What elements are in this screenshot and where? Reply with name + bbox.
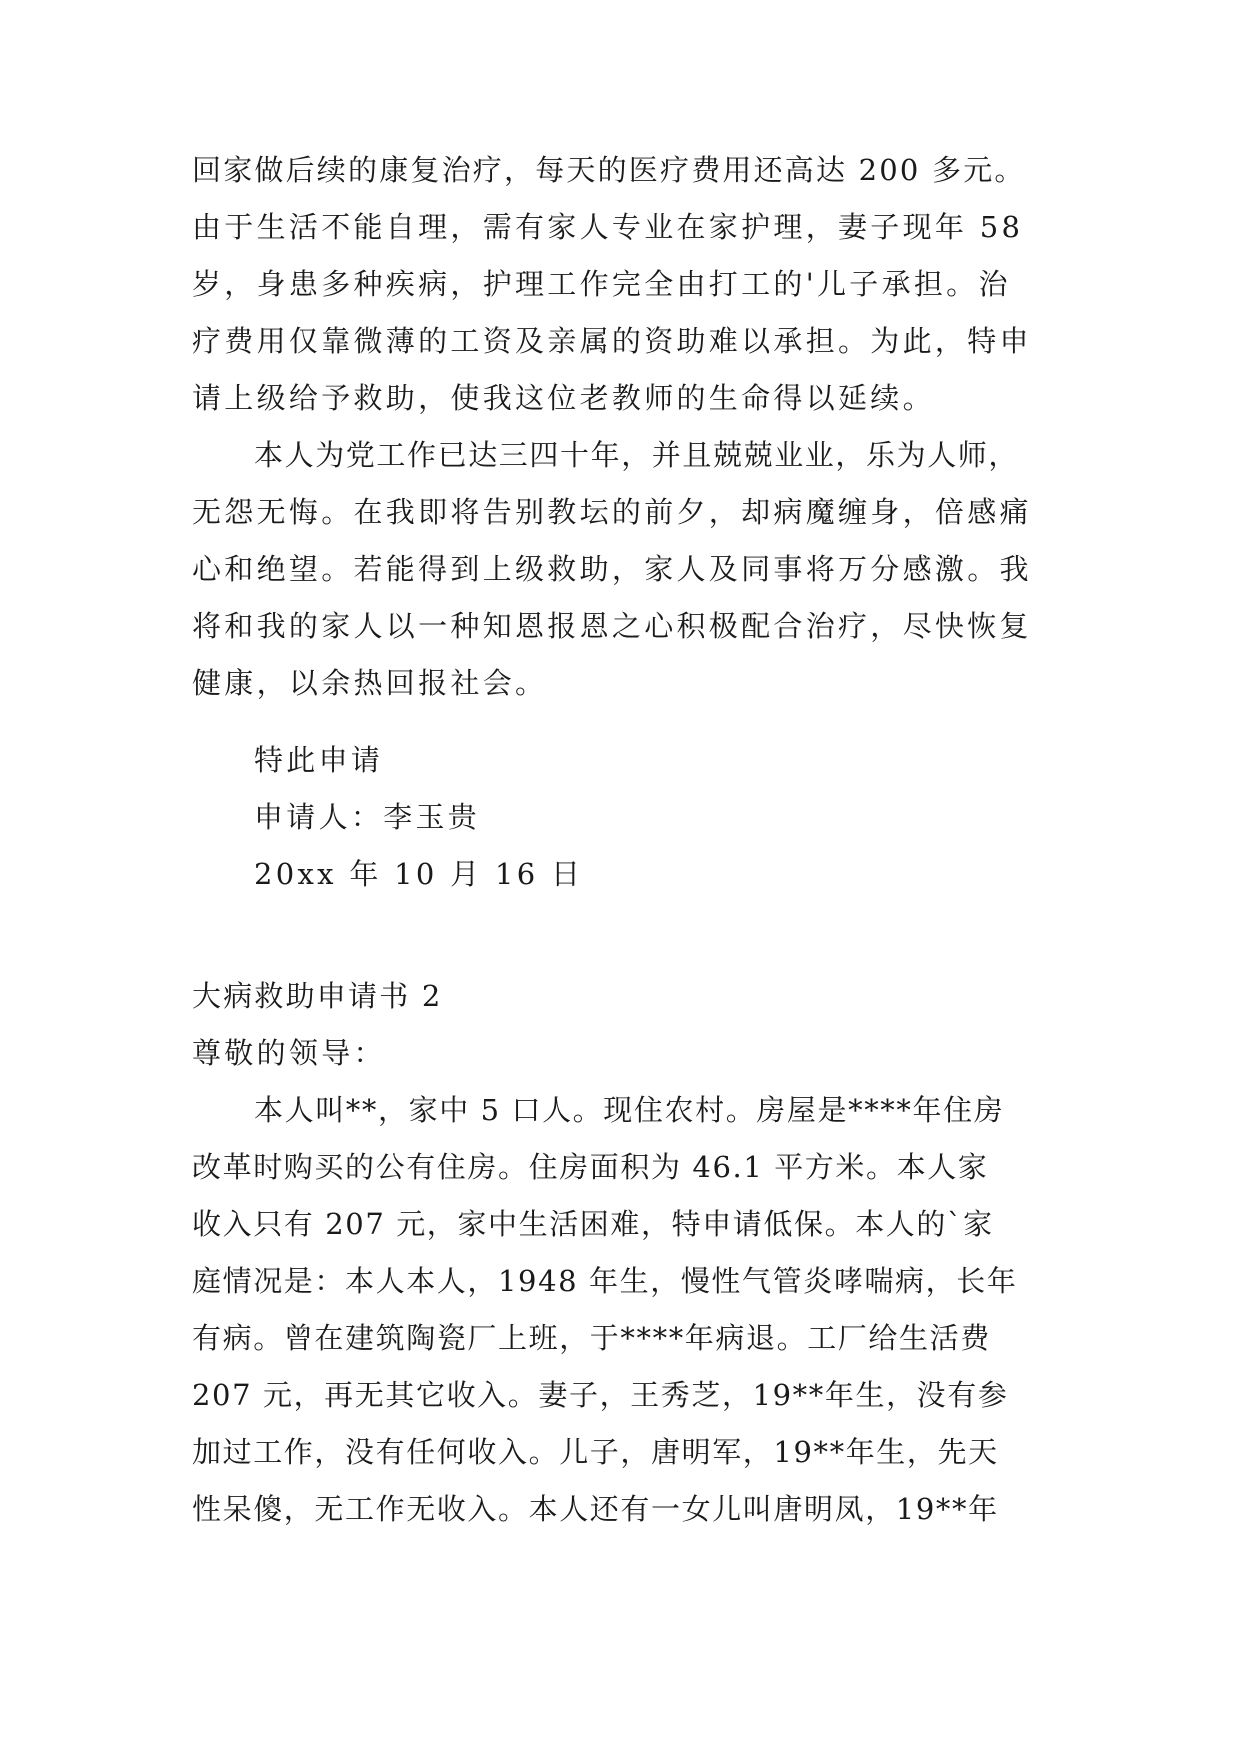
text-line: 本人为党工作已达三四十年，并且兢兢业业，乐为人师， [254, 438, 1020, 472]
text-line: 收入只有 207 元，家中生活困难，特申请低保。本人的`家 [192, 1207, 994, 1241]
document-date: 20xx 年 10 月 16 日 [254, 857, 584, 891]
text-line: 请上级给予救助，使我这位老教师的生命得以延续。 [192, 381, 935, 415]
text-line: 疗费用仅靠微薄的工资及亲属的资助难以承担。为此，特申 [192, 324, 1032, 358]
closing-text: 特此申请 [254, 743, 384, 777]
text-line: 有病。曾在建筑陶瓷厂上班，于****年病退。工厂给生活费 [192, 1321, 991, 1355]
text-line: 心和绝望。若能得到上级救助，家人及同事将万分感激。我 [192, 552, 1032, 586]
text-line: 由于生活不能自理，需有家人专业在家护理，妻子现年 58 [192, 210, 1024, 244]
text-line: 改革时购买的公有住房。住房面积为 46.1 平方米。本人家 [192, 1150, 989, 1184]
text-line: 207 元，再无其它收入。妻子，王秀芝，19**年生，没有参 [192, 1378, 1009, 1412]
text-line: 庭情况是：本人本人，1948 年生，慢性气管炎哮喘病，长年 [192, 1264, 1018, 1298]
text-line: 无怨无悔。在我即将告别教坛的前夕，却病魔缠身，倍感痛 [192, 495, 1032, 529]
text-line: 回家做后续的康复治疗，每天的医疗费用还高达 200 多元。 [192, 153, 1026, 187]
text-line: 本人叫**，家中 5 口人。现住农村。房屋是****年住房 [254, 1093, 1005, 1127]
text-line: 将和我的家人以一种知恩报恩之心积极配合治疗，尽快恢复 [192, 609, 1032, 643]
salutation: 尊敬的领导： [192, 1036, 386, 1070]
text-line: 健康，以余热回报社会。 [192, 666, 548, 700]
applicant-signature: 申请人：李玉贵 [254, 800, 481, 834]
section-title: 大病救助申请书 2 [192, 979, 443, 1013]
text-line: 岁，身患多种疾病，护理工作完全由打工的'儿子承担。治 [192, 267, 1011, 301]
text-line: 性呆傻，无工作无收入。本人还有一女儿叫唐明凤，19**年 [192, 1492, 999, 1526]
text-line: 加过工作，没有任何收入。儿子，唐明军，19**年生，先天 [192, 1435, 999, 1469]
